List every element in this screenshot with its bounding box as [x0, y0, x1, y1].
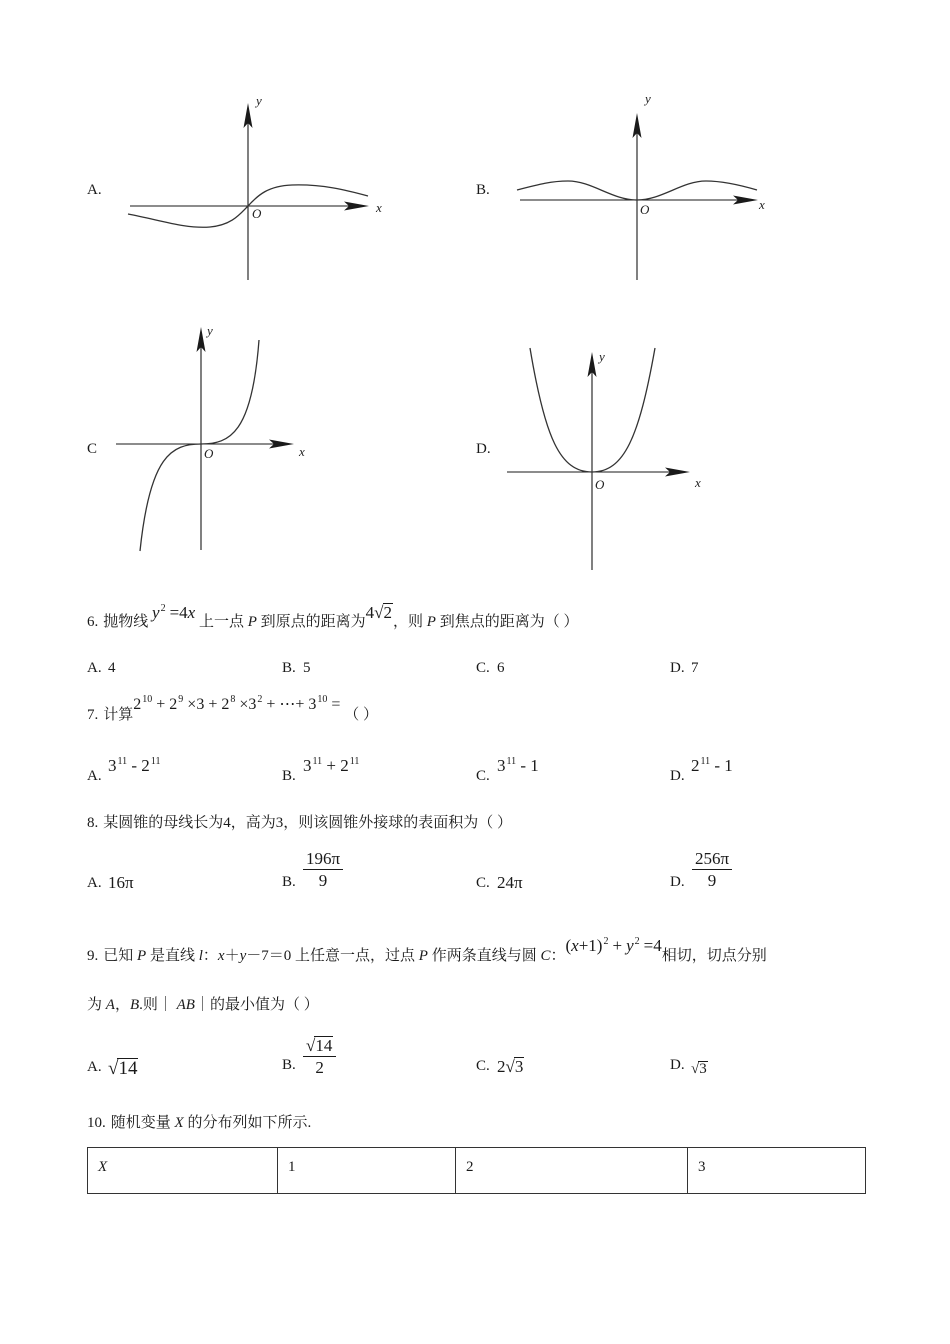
q9-option-b — [282, 1036, 333, 1077]
q9-segment-ab: AB — [176, 997, 195, 1013]
table-cell: 3 — [688, 1148, 866, 1194]
option-value — [303, 756, 359, 779]
graph-d-x-label: x — [695, 475, 701, 490]
table-cell: 2 — [456, 1148, 688, 1194]
expr-exponent: 2 — [257, 694, 263, 705]
graph-c-origin-label: O — [204, 446, 214, 461]
expr-term: ×3 — [235, 696, 257, 713]
graph-b-origin-label: O — [640, 202, 650, 217]
fraction-numerator: 256π — [692, 848, 732, 870]
q8-option-c — [476, 872, 523, 892]
q6-text-1: 抛物线 — [103, 614, 149, 630]
exponent: 11 — [700, 756, 711, 767]
option-value: 7 — [691, 660, 699, 676]
q9-text: 上任意一点，过点 — [295, 948, 416, 964]
eq-var-x: x — [571, 936, 579, 955]
q6-text-3: 到原点的距离为 — [260, 614, 366, 630]
q6-eq-rest: =4 — [169, 603, 188, 622]
graph-c — [116, 323, 305, 551]
q9-point-a: A — [105, 997, 115, 1013]
q7-text-1: 计算 — [103, 707, 134, 723]
q6-number: 6. — [87, 614, 99, 630]
fraction-numerator: 196π — [303, 848, 343, 870]
option-label: C. — [476, 660, 490, 676]
q6-distance-coef: 4 — [365, 603, 375, 622]
q6-option-d — [670, 658, 699, 678]
q6-option-c — [476, 658, 505, 678]
q6-text-2: 上一点 — [198, 614, 244, 630]
q9-number: 9. — [87, 948, 99, 964]
option-value: 24π — [497, 873, 523, 892]
q7-text-2: （ ） — [344, 707, 378, 723]
expr-exponent: 9 — [178, 694, 184, 705]
q6-parabola-equation — [152, 603, 195, 626]
q9-var-x: x — [217, 948, 225, 964]
q7-option-d — [670, 756, 733, 785]
q9-text: 为 — [87, 997, 103, 1013]
term: 3 — [303, 756, 312, 775]
fraction — [303, 848, 343, 892]
q9-text: 是直线 — [149, 948, 195, 964]
q9-point-p: P — [137, 948, 147, 964]
fraction-numerator — [303, 1035, 336, 1057]
option-label: B. — [282, 768, 296, 784]
radicand: 3 — [699, 1061, 707, 1077]
option-label: A. — [87, 1059, 102, 1075]
q9-text: .则｜ — [139, 997, 173, 1013]
graph-c-curve — [140, 340, 259, 551]
expr-term: + 2 — [152, 696, 178, 713]
option-label: D. — [670, 768, 685, 784]
sqrt-sign: √ — [108, 1058, 119, 1079]
term: + 2 — [322, 756, 349, 775]
question-8 — [87, 813, 512, 833]
q7-option-a — [87, 756, 161, 785]
question-9-line-2 — [87, 995, 319, 1015]
term: 3 — [497, 756, 506, 775]
expr-term: ×3 + 2 — [183, 696, 230, 713]
expr-equals: = — [327, 696, 341, 713]
q6-eq-base: y — [152, 603, 160, 622]
question-9-line-1 — [87, 936, 767, 968]
term: 2 — [691, 756, 700, 775]
question-7 — [87, 694, 378, 727]
option-value — [691, 756, 733, 779]
fraction-denominator: 9 — [707, 871, 717, 890]
q9-var-y: y — [239, 948, 247, 964]
eq-part: + — [612, 936, 623, 955]
expr-term: + ⋯+ 3 — [262, 696, 317, 713]
radical — [691, 1059, 708, 1079]
graph-c-x-label: x — [299, 444, 305, 459]
radicand: 14 — [315, 1036, 333, 1055]
option-label: A. — [87, 768, 102, 784]
expr-exponent: 8 — [230, 694, 236, 705]
q6-option-a — [87, 658, 116, 678]
sqrt-sign: √ — [306, 1036, 316, 1055]
graph-d-label: D. — [476, 441, 491, 457]
option-value: 5 — [303, 660, 311, 676]
option-value — [108, 1058, 138, 1079]
option-label: B. — [282, 874, 296, 890]
q10-text-2: 的分布列如下所示. — [187, 1115, 312, 1131]
q9-circle-c: C — [540, 948, 551, 964]
term: - 1 — [516, 756, 539, 775]
q6-point-p: P — [247, 614, 257, 630]
sqrt-sign: √ — [505, 1057, 515, 1076]
q6-distance-radical — [374, 603, 393, 623]
graph-c-y-label: y — [207, 323, 213, 338]
q9-text: ： — [550, 948, 566, 964]
q8-option-a — [87, 872, 134, 892]
q9-text: －7＝0 — [246, 948, 292, 964]
option-value: 4 — [108, 660, 116, 676]
q9-text: ｜的最小值为（ ） — [194, 997, 319, 1013]
q9-text: 作两条直线与圆 — [431, 948, 537, 964]
table-row — [88, 1148, 866, 1194]
expr-exponent: 10 — [142, 694, 153, 705]
q7-option-c — [476, 756, 539, 785]
graph-a-y-label: y — [256, 93, 262, 108]
q9-text: 相切，切点分别 — [661, 948, 767, 964]
q7-option-b — [282, 756, 360, 785]
expr-exponent: 10 — [317, 694, 328, 705]
q6-distance-radicand: 2 — [383, 603, 392, 622]
radicand: 14 — [118, 1058, 138, 1079]
option-label: A. — [87, 660, 102, 676]
exponent: 11 — [150, 756, 161, 767]
q6-distance-value — [366, 603, 393, 623]
exponent: 11 — [117, 756, 128, 767]
graph-a — [128, 93, 382, 280]
fraction — [303, 1035, 336, 1079]
graph-d-y-label: y — [599, 349, 605, 364]
sqrt-sign: √ — [374, 603, 384, 622]
option-value — [691, 1059, 708, 1079]
graph-b-x-label: x — [759, 197, 765, 212]
term: - 1 — [710, 756, 733, 775]
term: - 2 — [127, 756, 150, 775]
eq-part: =4 — [643, 936, 662, 955]
graph-a-label: A. — [87, 182, 102, 198]
q7-expression — [133, 695, 340, 717]
q9-text: ， — [114, 997, 130, 1013]
q9-option-a — [87, 1055, 138, 1079]
q9-text: 已知 — [103, 948, 134, 964]
table-cell-variable: X — [88, 1148, 278, 1194]
eq-exponent: 2 — [634, 936, 640, 947]
q9-option-c — [476, 1055, 524, 1075]
graph-d — [507, 348, 701, 570]
option-value — [497, 1057, 524, 1077]
option-label: A. — [87, 875, 102, 891]
q6-text-4: ，则 — [393, 614, 424, 630]
eq-part: ( — [565, 936, 572, 955]
q10-var-x: X — [174, 1115, 184, 1131]
q6-eq-exponent: 2 — [160, 603, 166, 614]
q6-text-5: 到焦点的距离为（ ） — [439, 614, 579, 630]
question-6 — [87, 603, 579, 634]
q7-number: 7. — [87, 707, 99, 723]
exponent: 11 — [349, 756, 360, 767]
q9-point-p-2: P — [418, 948, 428, 964]
eq-var-y: y — [626, 936, 634, 955]
option-label: C. — [476, 875, 490, 891]
option-label: D. — [670, 874, 685, 890]
option-label: B. — [282, 1057, 296, 1073]
graph-b-label: B. — [476, 182, 490, 198]
fraction-denominator: 9 — [318, 871, 328, 890]
q9-option-d — [670, 1055, 708, 1075]
q6-option-b — [282, 658, 311, 678]
q9-circle-equation — [566, 936, 662, 959]
exponent: 11 — [312, 756, 323, 767]
q6-eq-var: x — [187, 603, 196, 622]
fraction-denominator: 2 — [315, 1058, 324, 1077]
distribution-table — [87, 1147, 866, 1194]
expr-term: 2 — [133, 696, 142, 713]
option-label: C. — [476, 768, 490, 784]
option-label: C. — [476, 1058, 490, 1074]
fraction — [692, 848, 732, 892]
graph-b-y-label: y — [645, 91, 651, 106]
option-value — [497, 756, 539, 779]
q9-point-b: B — [129, 997, 140, 1013]
sqrt-sign: √ — [691, 1061, 700, 1077]
graph-a-x-label: x — [376, 200, 382, 215]
q10-number: 10. — [87, 1115, 106, 1131]
option-label: D. — [670, 660, 685, 676]
radical — [306, 1035, 333, 1056]
radical — [108, 1058, 138, 1079]
option-label: D. — [670, 1057, 685, 1073]
q8-number: 8. — [87, 815, 99, 831]
option-value — [108, 756, 160, 779]
table-cell: 1 — [278, 1148, 456, 1194]
eq-exponent: 2 — [603, 936, 609, 947]
q10-text-1: 随机变量 — [110, 1115, 171, 1131]
q9-plus: ＋ — [224, 948, 240, 964]
q6-point-p-2: P — [426, 614, 436, 630]
option-label: B. — [282, 660, 296, 676]
option-value: 6 — [497, 660, 505, 676]
q9-text: ： — [202, 948, 218, 964]
exponent: 11 — [506, 756, 517, 767]
graph-b — [517, 91, 765, 280]
option-value: 16π — [108, 873, 134, 892]
graph-d-origin-label: O — [595, 477, 605, 492]
question-10 — [87, 1113, 311, 1133]
eq-part: +1) — [578, 936, 603, 955]
q9-line-l: l — [198, 948, 203, 964]
q8-text: 某圆锥的母线长为4，高为3，则该圆锥外接球的表面积为（ ） — [103, 815, 513, 831]
graph-a-origin-label: O — [252, 206, 262, 221]
coefficient: 2 — [497, 1057, 506, 1076]
graph-c-label: C — [87, 441, 98, 457]
term: 3 — [108, 756, 117, 775]
radical — [506, 1057, 525, 1077]
radicand: 3 — [514, 1057, 524, 1076]
function-graphs — [0, 0, 950, 600]
